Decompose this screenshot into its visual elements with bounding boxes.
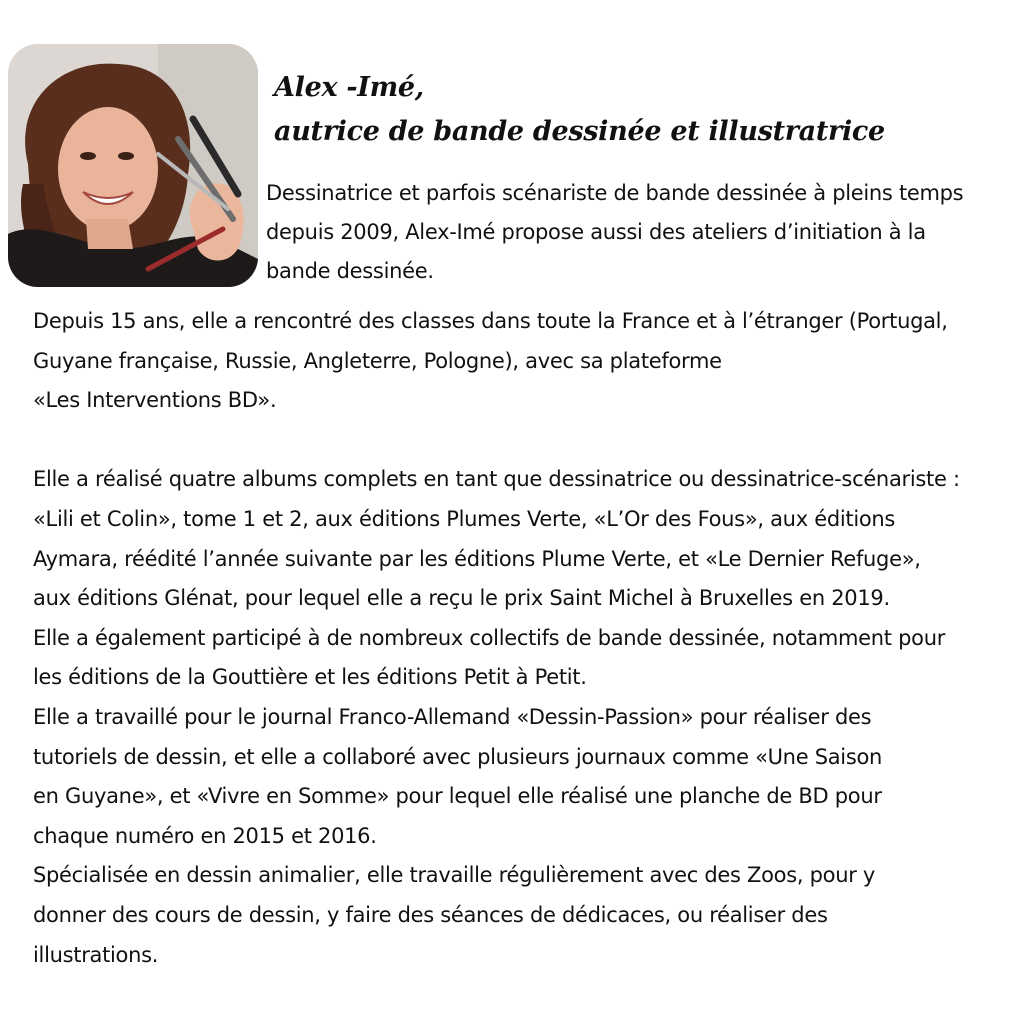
bio-line: donner des cours de dessin, y faire des séances de dédicaces, ou réaliser des	[33, 902, 828, 927]
bio-line: Elle a travaillé pour le journal Franco-Allemand «Dessin-Passion» pour réaliser des	[33, 704, 872, 729]
author-role: autrice de bande dessinée et illustratrice	[274, 116, 885, 147]
bio-line: «Lili et Colin», tome 1 et 2, aux éditions Plumes Verte, «L’Or des Fous», aux éditions	[33, 506, 896, 531]
intro-paragraph	[266, 174, 1006, 291]
bio-line: aux éditions Glénat, pour lequel elle a reçu le prix Saint Michel à Bruxelles en 2019.	[33, 586, 890, 611]
bio-line: les éditions de la Gouttière et les éditions Petit à Petit.	[33, 665, 587, 690]
intro-line: depuis 2009, Alex-Imé propose aussi des ateliers d’initiation à la	[266, 220, 926, 244]
bio-line: chaque numéro en 2015 et 2016.	[33, 823, 377, 848]
bio-line: Aymara, réédité l’année suivante par les éditions Plume Verte, et «Le Dernier Refuge»,	[33, 546, 921, 571]
bio-line: tutoriels de dessin, et elle a collaboré avec plusieurs journaux comme «Une Saison	[33, 744, 883, 769]
portrait-illustration	[8, 44, 258, 287]
page-title	[274, 66, 885, 154]
bio-line: en Guyane», et «Vivre en Somme» pour lequel elle réalisé une planche de BD pour	[33, 784, 882, 809]
biography-text	[33, 302, 1013, 975]
author-portrait-photo	[8, 44, 258, 287]
bio-line: Elle a également participé à de nombreux collectifs de bande dessinée, notamment pour	[33, 625, 946, 650]
paragraph-gap	[33, 421, 1013, 461]
bio-line: Spécialisée en dessin animalier, elle travaille régulièrement avec des Zoos, pour y	[33, 863, 876, 888]
author-name: Alex -Imé,	[274, 72, 424, 103]
bio-line: Depuis 15 ans, elle a rencontré des classes dans toute la France et à l’étranger (Portugal,	[33, 309, 948, 333]
bio-line: «Les Interventions BD».	[33, 388, 277, 413]
bio-line: Elle a réalisé quatre albums complets en tant que dessinatrice ou dessinatrice-scénariste :	[33, 467, 960, 492]
bio-line: Guyane française, Russie, Angleterre, Pologne), avec sa plateforme	[33, 348, 722, 373]
bio-line: illustrations.	[33, 942, 159, 967]
intro-line: Dessinatrice et parfois scénariste de bande dessinée à pleins temps	[266, 181, 964, 205]
intro-line: bande dessinée.	[266, 259, 434, 283]
